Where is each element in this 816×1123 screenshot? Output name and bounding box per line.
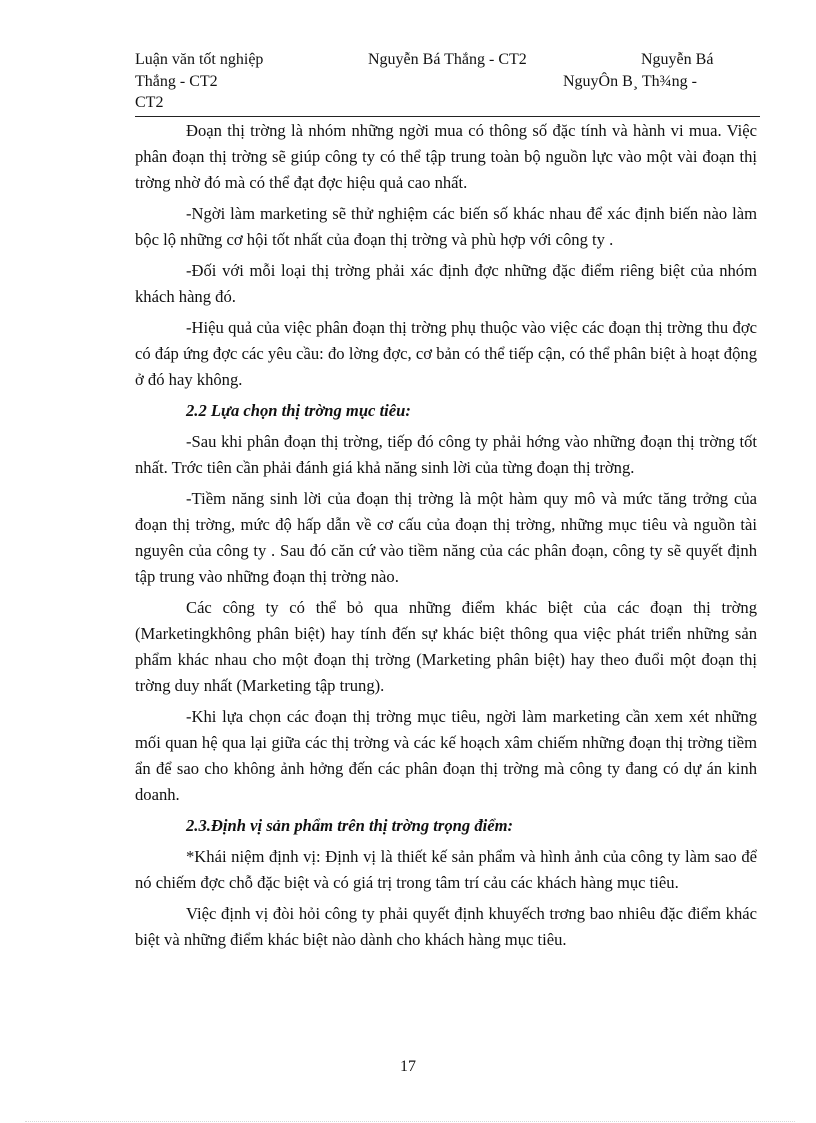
paragraph: Việc định vị đòi hỏi công ty phải quyết định khuyếch trơng bao nhiêu đặc điểm khác biệt và những điểm khác biệt nào dành cho khách hàng mục tiêu. (135, 904, 757, 949)
body-text (135, 118, 757, 958)
page-number: 17 (400, 1058, 416, 1075)
paragraph: Các công ty có thể bỏ qua những điểm khác biệt của các đoạn thị trờng (Marketingkhông phân biệt) hay tính đến sự khác biệt thông qua việc phát triển những sản phẩm khác nhau cho một đoạn thị trờng (Marketing phân biệt) hay theo đuổi một đoạn thị trờng duy nhất (Marketing tập trung). (135, 598, 757, 695)
section-heading: 2.3.Định vị sản phẩm trên thị trờng trọng điểm: (186, 816, 514, 835)
page-header (135, 50, 760, 118)
paragraph: -Khi lựa chọn các đoạn thị trờng mục tiêu, ngời làm marketing cần xem xét những mối quan hệ qua lại giữa các thị trờng và các kế hoạch xâm chiếm những đoạn thị trờng tiềm ẩn để sao cho không ảnh hởng đến các phân đoạn thị trờng mà công ty đang có dự án kinh doanh. (135, 707, 757, 804)
header-divider (135, 116, 760, 117)
page-bottom-border (25, 1121, 795, 1122)
paragraph: -Sau khi phân đoạn thị trờng, tiếp đó công ty phải hớng vào những đoạn thị trờng tốt nhất. Trớc tiên cần phải đánh giá khả năng sinh lời của từng đoạn thị trờng. (135, 432, 757, 477)
header-right-line1: Nguyễn Bá (641, 51, 714, 68)
paragraph: -Đối với mỗi loại thị trờng phải xác định đợc những đặc điểm riêng biệt của nhóm khách hàng đó. (135, 261, 757, 306)
paragraph: Đoạn thị trờng là nhóm những ngời mua có thông số đặc tính và hành vi mua. Việc phân đoạn thị trờng sẽ giúp công ty có thể tập trung toàn bộ nguồn lực vào một vài đoạn thị trờng nhờ đó mà có thể đạt đợc hiệu quả cao nhất. (135, 121, 757, 192)
header-right-line2: NguyÔn B¸ Th¾ng - (563, 73, 697, 90)
paragraph: -Tiềm năng sinh lời của đoạn thị trờng là một hàm quy mô và mức tăng trởng của đoạn thị trờng, mức độ hấp dẫn về cơ cấu của đoạn thị trờng, những mục tiêu và nguồn tài nguyên của công ty . Sau đó căn cứ vào tiềm năng của các phân đoạn, công ty sẽ quyết định tập trung vào những đoạn thị trờng nào. (135, 489, 757, 586)
header-center-line1: Nguyễn Bá Thắng - CT2 (368, 51, 527, 68)
paragraph: *Khái niệm định vị: Định vị là thiết kế sản phẩm và hình ảnh của công ty làm sao để nó chiếm đợc chỗ đặc biệt và có giá trị trong tâm trí cảu các khách hàng mục tiêu. (135, 847, 757, 892)
paragraph: -Ngời làm marketing sẽ thử nghiệm các biến số khác nhau để xác định biến nào làm bộc lộ những cơ hội tốt nhất của đoạn thị trờng và phù hợp với công ty . (135, 204, 757, 249)
header-left-line3: CT2 (135, 94, 164, 111)
header-left-line1: Luận văn tốt nghiệp (135, 51, 264, 68)
header-left-line2: Thắng - CT2 (135, 73, 218, 90)
paragraph: -Hiệu quả của việc phân đoạn thị trờng phụ thuộc vào việc các đoạn thị trờng thu đợc có đáp ứng đợc các yêu cầu: đo lờng đợc, cơ bản có thể tiếp cận, có thể phân biệt à hoạt động ở đó hay không. (135, 318, 757, 389)
section-heading: 2.2 Lựa chọn thị trờng mục tiêu: (186, 401, 411, 420)
